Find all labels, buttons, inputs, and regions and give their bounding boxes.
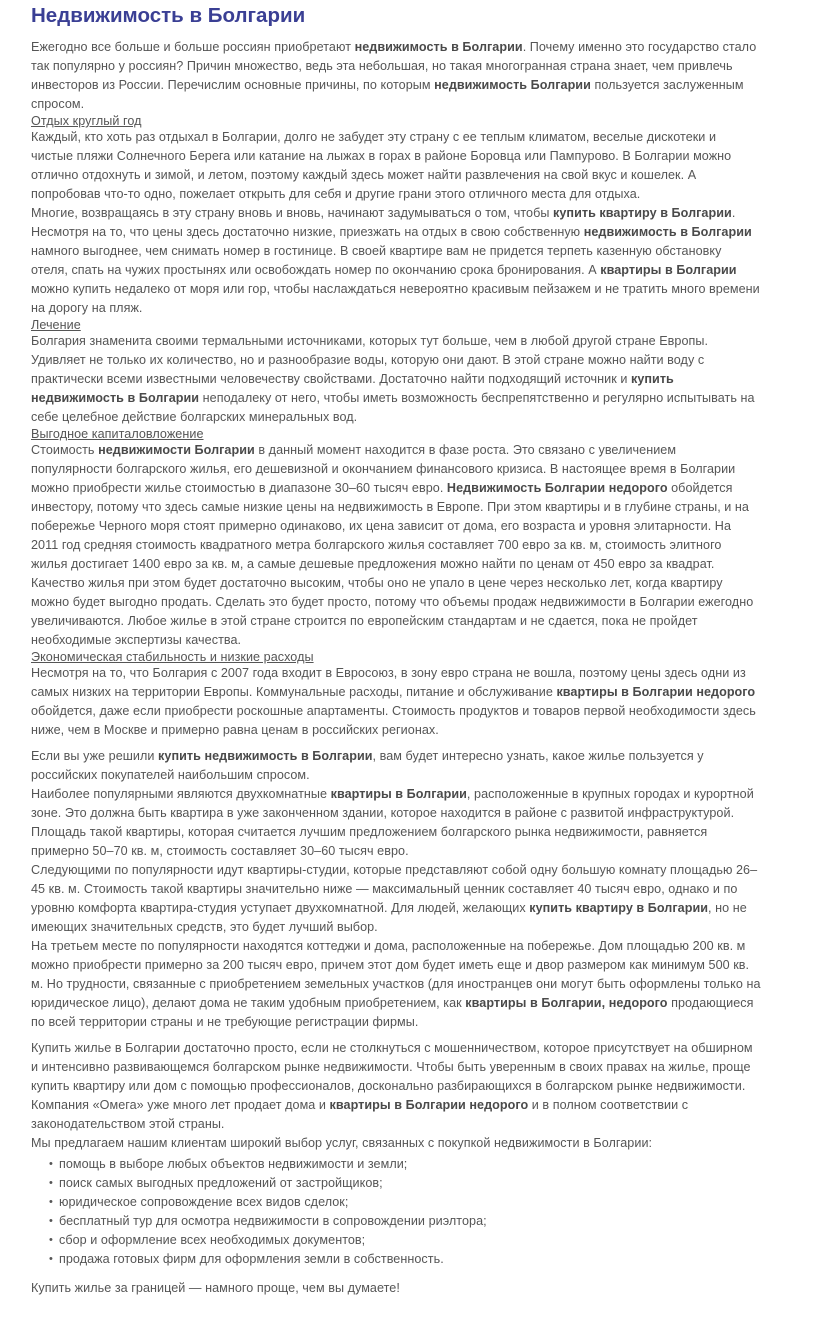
paragraph: Если вы уже решили купить недвижимость в Болгарии, вам будет интересно узнать, какое жилье пользуется у российских покупателей наибольшим спросом. — [31, 749, 704, 782]
list-item: • сбор и оформление всех необходимых документов; — [49, 1231, 761, 1250]
keyword-link: недвижимость в Болгарии — [583, 225, 752, 239]
section-heading-investment: Выгодное капиталовложение — [31, 427, 204, 441]
bullet-icon: • — [49, 1158, 53, 1170]
keyword-link: купить недвижимость в Болгарии — [31, 372, 674, 405]
intro-paragraph: Ежегодно все больше и больше россиян приобретают недвижимость в Болгарии. Почему именно это государство стало так популярно у россиян? Причин множество, ведь эта небольшая, но такая многогранная страна знает, чем привлечь инвесторов из России. Перечислим основные причины, по которым недвижимость Болгарии пользуется заслуженным спросом. — [31, 40, 757, 111]
paragraph: Болгария знаменита своими термальными источниками, которых тут больше, чем в любой другой стране Европы. Удивляет не только их количество, но и разнообразие воды, которую они дают. В этой стране можно найти воду с практически всеми известными человечеству свойствами. Достаточно найти подходящий источник и купить недвижимость в Болгарии неподалеку от него, чтобы иметь возможность беспрепятственно и регулярно испытывать на себе целебное действие болгарских минеральных вод. — [31, 334, 755, 424]
section-heading-vacation: Отдых круглый год — [31, 114, 142, 128]
bullet-icon: • — [49, 1196, 53, 1208]
paragraph: Многие, возвращаясь в эту страну вновь и вновь, начинают задумываться о том, чтобы купить квартиру в Болгарии. Несмотря на то, что цены здесь достаточно низкие, приезжать на отдых в свою собственную недвижимость в Болгарии намного выгоднее, чем снимать номер в гостинице. В своей квартире вам не придется терпеть казенную обстановку отеля, спать на чужих простынях или освобождать номер по окончанию срока бронирования. А квартиры в Болгарии можно купить недалеко от моря или гор, чтобы наслаждаться невероятно красивым пейзажем и не тратить много времени на дорогу на пляж. — [31, 206, 760, 315]
section-heading-treatment: Лечение — [31, 318, 81, 332]
keyword-link: квартиры в Болгарии — [330, 787, 467, 801]
article — [31, 3, 761, 1298]
keyword-link: квартиры в Болгарии недорого — [329, 1098, 529, 1112]
paragraph: Мы предлагаем нашим клиентам широкий выбор услуг, связанных с покупкой недвижимости в Болгарии: — [31, 1136, 653, 1150]
paragraph: Стоимость недвижимости Болгарии в данный момент находится в фазе роста. Это связано с увеличением популярности болгарского жилья, его дешевизной и окончанием финансового кризиса. В настоящее время в Болгарии можно приобрести жилье стоимостью в диапазоне 30–60 тысяч евро. Недвижимость Болгарии недорого обойдется инвестору, потому что здесь самые низкие цены на недвижимость в Европе. При этом квартиры и в глубине страны, и на побережье Черного моря стоят примерно одинаково, их цена зависит от дома, его возраста и уровня элитарности. На 2011 год средняя стоимость квадратного метра болгарского жилья составляет 700 евро за кв. м, стоимость элитного жилья достигает 1400 евро за кв. м, а самые дешевые предложения можно найти по ценам от 450 евро за квадрат. — [31, 443, 749, 571]
paragraph: Несмотря на то, что Болгария с 2007 года входит в Евросоюз, в зону евро страна не вошла, поэтому цены здесь одни из самых низких на территории Европы. Коммунальные расходы, питание и обслуживание квартиры в Болгарии недорого обойдется, даже если приобрести роскошные апартаменты. Стоимость продуктов и товаров первой необходимости здесь ниже, чем в Москве и примерно равна ценам в российских регионах. — [31, 666, 756, 737]
keyword-link: недвижимости Болгарии — [98, 443, 255, 457]
keyword-link: недвижимость Болгарии — [434, 78, 591, 92]
paragraph: Наиболее популярными являются двухкомнатные квартиры в Болгарии, расположенные в крупных городах и курортной зоне. Это должна быть квартира в уже законченном здании, которое находится в районе с развитой инфраструктурой. Площадь такой квартиры, которая считается лучшим предложением болгарского рынка недвижимости, равняется примерно 50–70 кв. м, стоимость составляет 30–60 тысяч евро. — [31, 787, 754, 858]
list-item: • продажа готовых фирм для оформления земли в собственность. — [49, 1250, 761, 1269]
keyword-link: квартиры в Болгарии, недорого — [465, 996, 668, 1010]
paragraph: Купить жилье в Болгарии достаточно просто, если не столкнуться с мошенничеством, которое присутствует на обширном и интенсивно развивающемся болгарском рынке недвижимости. Чтобы быть уверенным в своих правах на жилье, проще купить квартиру или дом с помощью профессионалов, досконально разбирающихся в болгарском рынке недвижимости. — [31, 1041, 753, 1093]
list-item: • помощь в выборе любых объектов недвижимости и земли; — [49, 1155, 761, 1174]
paragraph: Каждый, кто хоть раз отдыхал в Болгарии, долго не забудет эту страну с ее теплым климатом, веселые дискотеки и чистые пляжи Солнечного Берега или катание на лыжах в горах в районе Боровца или Пампурово. В Болгарии можно отлично отдохнуть и зимой, и летом, поэтому каждый здесь может найти развлечения на свой вкус и кошелек. А попробовав что-то одно, пожелает открыть для себя и другие грани этого отличного места для отдыха. — [31, 130, 732, 201]
list-item: • поиск самых выгодных предложений от застройщиков; — [49, 1174, 761, 1193]
list-item: • юридическое сопровождение всех видов сделок; — [49, 1193, 761, 1212]
paragraph: Следующими по популярности идут квартиры-студии, которые представляют собой одну большую комнату площадью 26–45 кв. м. Стоимость такой квартиры значительно ниже — максимальный ценник составляет 40 тысяч евро, однако и по уровню комфорта квартира-студия уступает двухкомнатной. Для людей, желающих купить квартиру в Болгарии, но не имеющих значительных средств, это будет лучший выбор. — [31, 863, 758, 934]
closing-line: Купить жилье за границей — намного проще, чем вы думаете! — [31, 1281, 400, 1295]
paragraph: На третьем месте по популярности находятся коттеджи и дома, расположенные на побережье. Дом площадью 200 кв. м можно приобрести примерно за 200 тысяч евро, причем этот дом будет иметь еще и двор размером как минимум 500 кв. м. Но трудности, связанные с приобретением земельных участков (для иностранцев они могут быть оформлены только на юридическое лицо), делают дома не таким удобным приобретением, как квартиры в Болгарии, недорого продающиеся по всей территории страны и не требующие регистрации фирмы. — [31, 939, 761, 1029]
paragraph: Компания «Омега» уже много лет продает дома и квартиры в Болгарии недорого и в полном соответствии с законодательством этой страны. — [31, 1098, 689, 1131]
list-item: • бесплатный тур для осмотра недвижимости в сопровождении риэлтора; — [49, 1212, 761, 1231]
keyword-link: недвижимость в Болгарии — [354, 40, 523, 54]
section-heading-economy: Экономическая стабильность и низкие расходы — [31, 650, 314, 664]
services-list — [31, 1155, 761, 1269]
keyword-link: купить недвижимость в Болгарии — [158, 749, 373, 763]
keyword-link: купить квартиру в Болгарии — [553, 206, 732, 220]
keyword-link: квартиры в Болгарии — [600, 263, 737, 277]
keyword-link: купить квартиру в Болгарии — [529, 901, 709, 915]
paragraph: Качество жилья при этом будет достаточно высоким, чтобы оно не упало в цене через несколько лет, когда квартиру можно будет выгодно продать. Сделать это будет просто, потому что объемы продаж недвижимости в Болгарии ежегодно увеличиваются. Любое жилье в этой стране строится по европейским стандартам и не сдается, пока не пройдет необходимые экспертизы качества. — [31, 576, 754, 647]
bullet-icon: • — [49, 1253, 53, 1265]
keyword-link: Недвижимость Болгарии недорого — [446, 481, 668, 495]
keyword-link: квартиры в Болгарии недорого — [556, 685, 756, 699]
page-title: Недвижимость в Болгарии — [31, 4, 306, 27]
bullet-icon: • — [49, 1234, 53, 1246]
bullet-icon: • — [49, 1177, 53, 1189]
bullet-icon: • — [49, 1215, 53, 1227]
